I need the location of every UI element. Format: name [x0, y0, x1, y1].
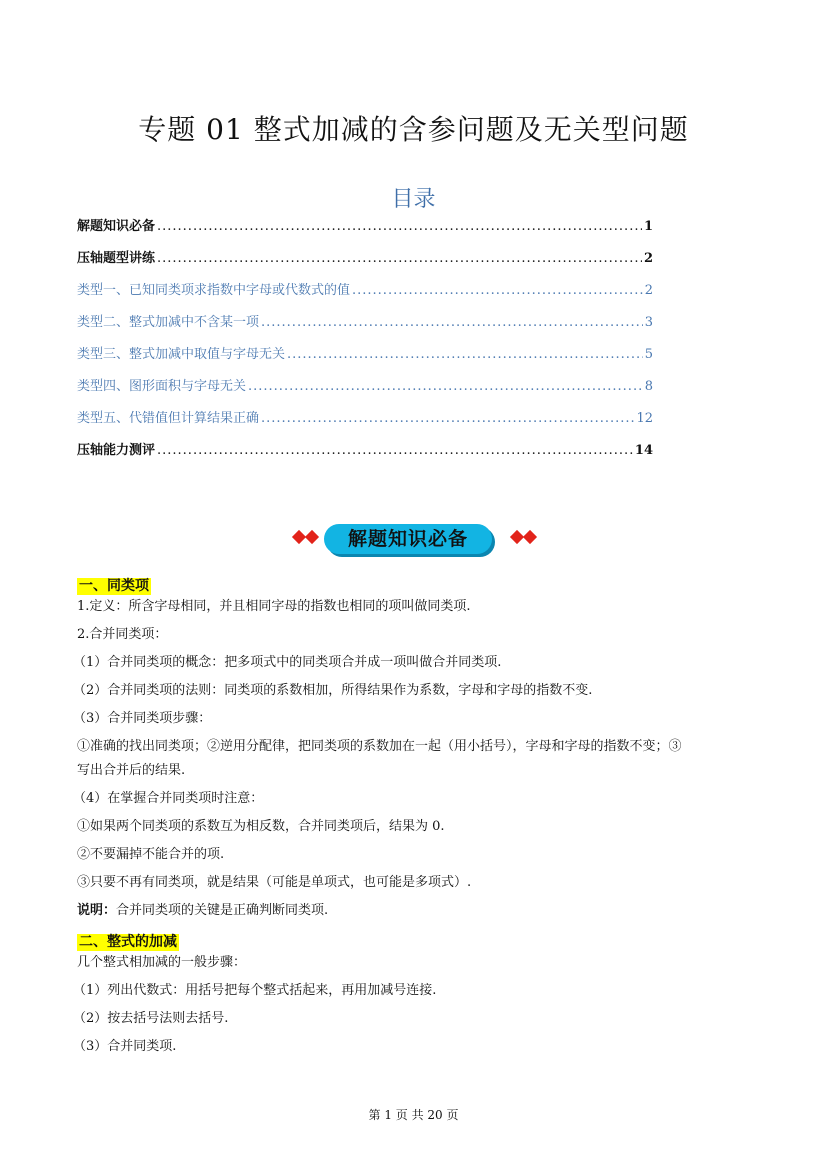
paragraph: （2）合并同类项的法则：同类项的系数相加，所得结果作为系数，字母和字母的指数不变. [73, 683, 593, 698]
toc-heading: 目录 [391, 187, 436, 212]
paragraph: ①准确的找出同类项；②逆用分配律，把同类项的系数加在一起（用小括号），字母和字母的指数不变；③ [77, 739, 682, 754]
toc-leader-dots [261, 410, 634, 428]
section-heading: 二、整式的加减 [79, 934, 177, 950]
note-text: 合并同类项的关键是正确判断同类项. [116, 903, 329, 918]
paragraph: 几个整式相加减的一般步骤： [77, 955, 247, 970]
toc-leader-dots [261, 314, 643, 332]
note-label: 说明： [77, 903, 117, 918]
table-of-contents [77, 218, 653, 474]
paragraph: （1）列出代数式：用括号把每个整式括起来，再用加减号连接. [73, 983, 437, 998]
toc-item-page: 5 [644, 347, 653, 362]
toc-item-label: 类型五、代错值但计算结果正确 [77, 411, 260, 426]
paragraph: 1.定义：所含字母相同，并且相同字母的指数也相同的项叫做同类项. [77, 599, 471, 614]
banner-text: 解题知识必备 [347, 528, 468, 550]
toc-item-label: 压轴题型讲练 [77, 251, 156, 266]
paragraph: ①如果两个同类项的系数互为相反数，合并同类项后，结果为 0. [77, 819, 445, 834]
paragraph: 2.合并同类项： [77, 627, 168, 642]
toc-item-page: 12 [636, 411, 653, 426]
toc-leader-dots [248, 378, 643, 396]
toc-item-page: 2 [643, 251, 653, 266]
toc-item-page: 8 [644, 379, 653, 394]
diamond-icon [523, 530, 537, 544]
toc-item[interactable] [77, 410, 653, 442]
toc-item-label: 解题知识必备 [77, 219, 156, 234]
toc-item[interactable] [77, 378, 653, 410]
toc-leader-dots [157, 218, 642, 236]
toc-item[interactable] [77, 250, 653, 282]
toc-item-page: 14 [634, 443, 653, 458]
note-paragraph [77, 902, 328, 920]
toc-leader-dots [287, 346, 643, 364]
toc-item[interactable] [77, 346, 653, 378]
paragraph: 写出合并后的结果. [77, 763, 186, 778]
paragraph: （3）合并同类项. [73, 1039, 177, 1054]
section-banner [290, 520, 540, 560]
toc-item-page: 2 [644, 283, 653, 298]
toc-item-label: 类型三、整式加减中取值与字母无关 [77, 347, 286, 362]
toc-item[interactable] [77, 314, 653, 346]
paragraph: （3）合并同类项步骤： [73, 711, 212, 726]
paragraph: ②不要漏掉不能合并的项. [77, 847, 225, 862]
paragraph: （2）按去括号法则去括号. [73, 1011, 229, 1026]
toc-leader-dots [352, 282, 643, 300]
toc-item[interactable] [77, 282, 653, 314]
paragraph: （1）合并同类项的概念：把多项式中的同类项合并成一项叫做合并同类项. [73, 655, 502, 670]
toc-item-label: 类型二、整式加减中不含某一项 [77, 315, 260, 330]
page-footer: 第 1 页 共 20 页 [368, 1108, 459, 1122]
toc-leader-dots [157, 442, 633, 460]
paragraph: ③只要不再有同类项，就是结果（可能是单项式，也可能是多项式）. [77, 875, 472, 890]
paragraph: （4）在掌握合并同类项时注意： [73, 791, 264, 806]
toc-item-label: 压轴能力测评 [77, 443, 156, 458]
toc-item[interactable] [77, 442, 653, 474]
toc-item-page: 1 [643, 219, 653, 234]
toc-item-label: 类型一、已知同类项求指数中字母或代数式的值 [77, 283, 351, 298]
diamond-icon [305, 530, 319, 544]
toc-leader-dots [157, 250, 642, 268]
toc-item[interactable] [77, 218, 653, 250]
section-heading: 一、同类项 [79, 578, 149, 594]
toc-item-label: 类型四、图形面积与字母无关 [77, 379, 247, 394]
toc-item-page: 3 [644, 315, 653, 330]
document-title: 专题 01 整式加减的含参问题及无关型问题 [138, 113, 689, 146]
